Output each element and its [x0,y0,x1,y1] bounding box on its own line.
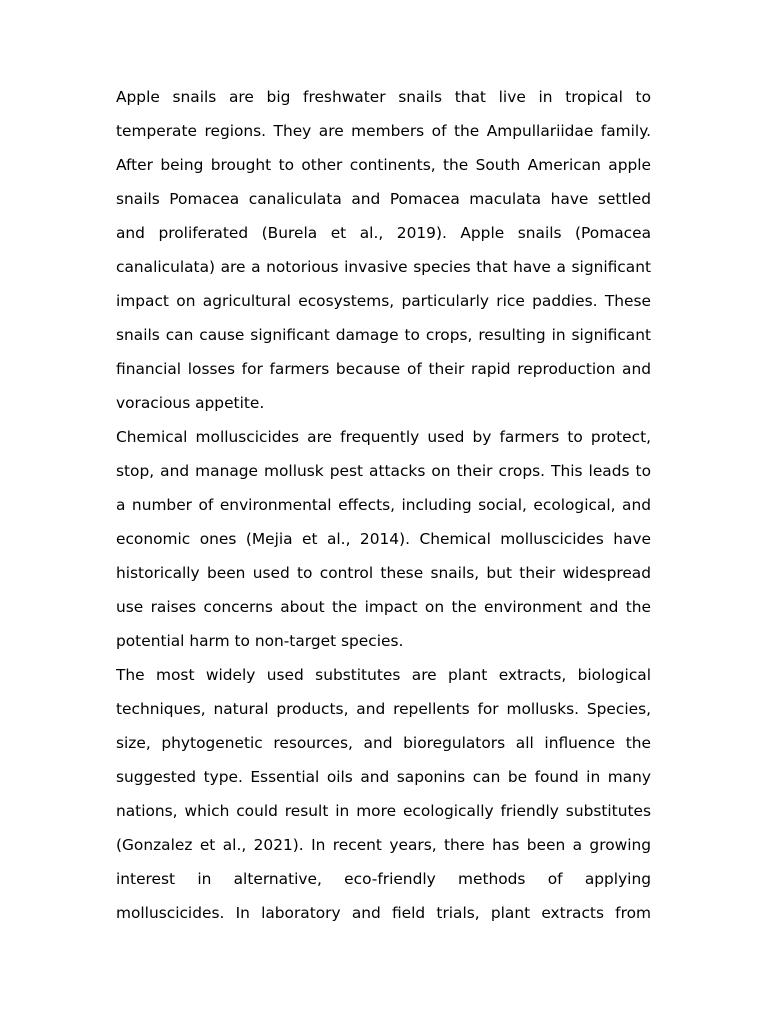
text-line: voracious appetite. [116,394,265,412]
text-line: financial losses for farmers because of their rapid reproduction and [116,360,651,378]
text-line: nations, which could result in more ecologically friendly substitutes [116,802,651,820]
text-line: Apple snails are big freshwater snails that live in tropical to [116,88,651,106]
paragraph [116,658,651,930]
text-line: potential harm to non-target species. [116,632,404,650]
text-line: use raises concerns about the impact on the environment and the [116,598,651,616]
text-line: size, phytogenetic resources, and bioregulators all influence the [116,734,651,752]
text-line: temperate regions. They are members of the Ampullariidae family. [116,122,651,140]
text-line: impact on agricultural ecosystems, particularly rice paddies. These [116,292,651,310]
text-line: (Gonzalez et al., 2021). In recent years, there has been a growing [116,836,651,854]
text-line: interest in alternative, eco-friendly methods of applying [116,870,651,888]
text-line: techniques, natural products, and repellents for mollusks. Species, [116,700,651,718]
paragraph [116,80,651,420]
text-line: economic ones (Mejia et al., 2014). Chemical molluscicides have [116,530,651,548]
text-line: historically been used to control these snails, but their widespread [116,564,651,582]
text-line: molluscicides. In laboratory and field trials, plant extracts from [116,904,651,922]
text-line: After being brought to other continents, the South American apple [116,156,651,174]
text-line: snails can cause significant damage to crops, resulting in significant [116,326,651,344]
document-body [116,80,651,930]
text-line: canaliculata) are a notorious invasive species that have a significant [116,258,651,276]
text-line: The most widely used substitutes are plant extracts, biological [116,666,651,684]
text-line: stop, and manage mollusk pest attacks on their crops. This leads to [116,462,651,480]
text-line: snails Pomacea canaliculata and Pomacea maculata have settled [116,190,651,208]
paragraph [116,420,651,658]
text-line: a number of environmental effects, including social, ecological, and [116,496,651,514]
text-line: and proliferated (Burela et al., 2019). Apple snails (Pomacea [116,224,651,242]
text-line: suggested type. Essential oils and saponins can be found in many [116,768,651,786]
text-line: Chemical molluscicides are frequently used by farmers to protect, [116,428,651,446]
